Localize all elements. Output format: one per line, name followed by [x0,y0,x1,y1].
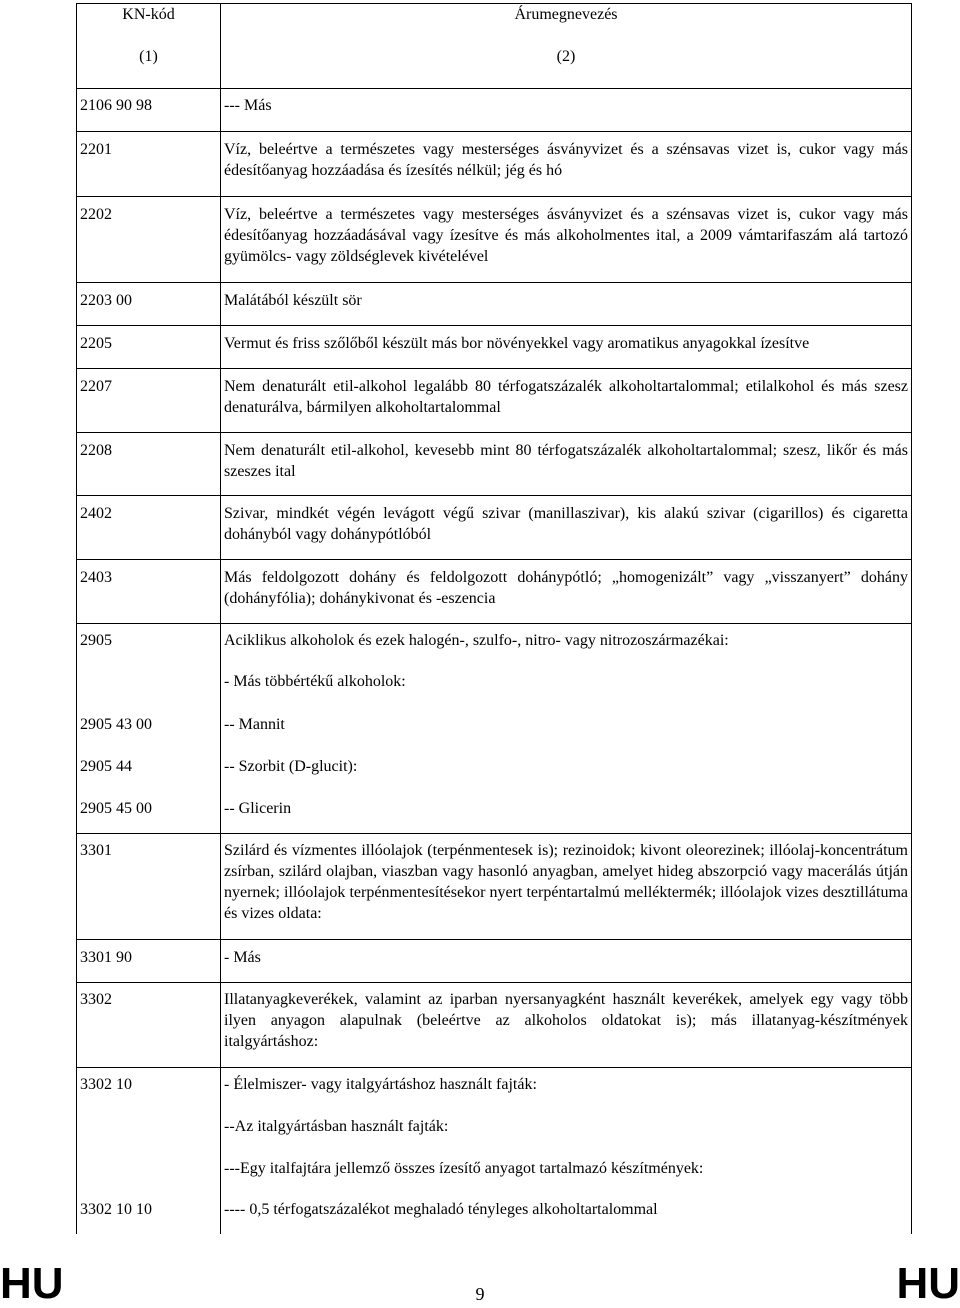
description-cell: - Más [221,940,912,983]
header-row [77,4,912,47]
table-row [77,326,912,369]
table-row [77,197,912,283]
description-cell: --- Más [221,89,912,132]
kn-code-cell: 3302 10 [77,1068,221,1110]
table-row [77,707,912,749]
description-cell: -- Szorbit (D-glucit): [221,749,912,791]
description-cell: ---- 0,5 térfogatszázalékot meghaladó tényleges alkoholtartalommal [221,1193,912,1234]
kn-code-cell: 2905 45 00 [77,791,221,834]
table-row [77,1068,912,1110]
table-row [77,1193,912,1234]
table-row [77,834,912,940]
kn-code-cell: 2202 [77,197,221,283]
description-cell: Nem denaturált etil-alkohol, kevesebb mint 80 térfogatszázalék alkoholtartalommal; szesz, likőr és más szeszes ital [221,433,912,496]
header-number-row [77,46,912,89]
kn-code-cell: 2208 [77,433,221,496]
kn-code-cell: 2403 [77,560,221,624]
table-row [77,433,912,496]
table-row [77,791,912,834]
table-row [77,1109,912,1151]
description-cell: -- Glicerin [221,791,912,834]
table-row [77,665,912,707]
table-row [77,283,912,326]
description-cell: Víz, beleértve a természetes vagy mesterséges ásványvizet és a szénsavas vizet is, cukor vagy más édesítőanyag hozzáadása és ízesítés nélkül; jég és hó [221,132,912,197]
kn-code-cell: 2201 [77,132,221,197]
header-code-label: KN-kód [77,4,221,47]
tariff-table [76,3,912,1234]
kn-code-cell: 2905 [77,624,221,666]
table-row [77,560,912,624]
kn-code-cell: 3301 90 [77,940,221,983]
description-cell: --Az italgyártásban használt fajták: [221,1109,912,1151]
header-desc-label: Árumegnevezés [221,4,912,47]
table-row [77,496,912,560]
description-cell: Illatanyagkeverékek, valamint az iparban nyersanyagként használt keverékek, amelyek egy vagy több ilyen anyagon alapulnak (beleértve az alkoholos oldatokat is); más illatanyag-készítmények italgyártáshoz: [221,983,912,1068]
language-code-right: HU [896,1259,960,1308]
description-cell: Nem denaturált etil-alkohol legalább 80 térfogatszázalék alkoholtartalommal; etilalkohol és más szesz denaturálva, bármilyen alkoholtartalommal [221,369,912,433]
kn-code-cell: 2207 [77,369,221,433]
table-row [77,749,912,791]
page-number: 9 [475,1284,485,1304]
table-row [77,369,912,433]
language-code-left: HU [0,1259,64,1308]
kn-code-cell: 2402 [77,496,221,560]
table-row [77,983,912,1068]
description-cell: Víz, beleértve a természetes vagy mesterséges ásványvizet és a szénsavas vizet is, cukor vagy más édesítőanyag hozzáadásával vagy ízesítve és más alkoholmentes ital, a 2009 vámtarifaszám alá tartozó gyümölcs- vagy zöldséglevek kivételével [221,197,912,283]
description-cell: Malátából készült sör [221,283,912,326]
description-cell: -- Mannit [221,707,912,749]
kn-code-cell: 2106 90 98 [77,89,221,132]
description-cell: Szilárd és vízmentes illóolajok (terpénmentesek is); rezinoidok; kivont oleorezinek; illóolaj-koncentrátum zsírban, szilárd olajban, viaszban vagy hasonló anyagban, amelyet hideg abszorpció vagy macerálás útján nyernek; illóolajok terpénmentesítésekor nyert terpéntartalmú melléktermék; illóolajok vizes desztillátuma és vizes oldata: [221,834,912,940]
kn-code-cell [77,1151,221,1193]
description-cell: Vermut és friss szőlőből készült más bor növényekkel vagy aromatikus anyagokkal ízesítve [221,326,912,369]
description-cell: - Élelmiszer- vagy italgyártáshoz használt fajták: [221,1068,912,1110]
header-desc-number: (2) [221,46,912,89]
kn-code-cell: 3302 10 10 [77,1193,221,1234]
kn-code-cell: 2905 43 00 [77,707,221,749]
description-cell: Más feldolgozott dohány és feldolgozott dohánypótló; „homogenizált” vagy „visszanyert” dohány (dohányfólia); dohánykivonat és -eszencia [221,560,912,624]
description-cell: Szivar, mindkét végén levágott végű szivar (manillaszivar), kis alakú szivar (cigarillos) és cigaretta dohányból vagy dohánypótlóból [221,496,912,560]
kn-code-cell [77,665,221,707]
table-row [77,1151,912,1193]
kn-code-cell [77,1109,221,1151]
kn-code-cell: 2203 00 [77,283,221,326]
table-row [77,940,912,983]
header-code-number: (1) [77,46,221,89]
kn-code-cell: 2205 [77,326,221,369]
table-row [77,132,912,197]
description-cell: Aciklikus alkoholok és ezek halogén-, szulfo-, nitro- vagy nitrozoszármazékai: [221,624,912,666]
kn-code-cell: 3301 [77,834,221,940]
kn-code-cell: 3302 [77,983,221,1068]
description-cell: ---Egy italfajtára jellemző összes ízesítő anyagot tartalmazó készítmények: [221,1151,912,1193]
table-row [77,624,912,666]
kn-code-cell: 2905 44 [77,749,221,791]
table-row [77,89,912,132]
description-cell: - Más többértékű alkoholok: [221,665,912,707]
